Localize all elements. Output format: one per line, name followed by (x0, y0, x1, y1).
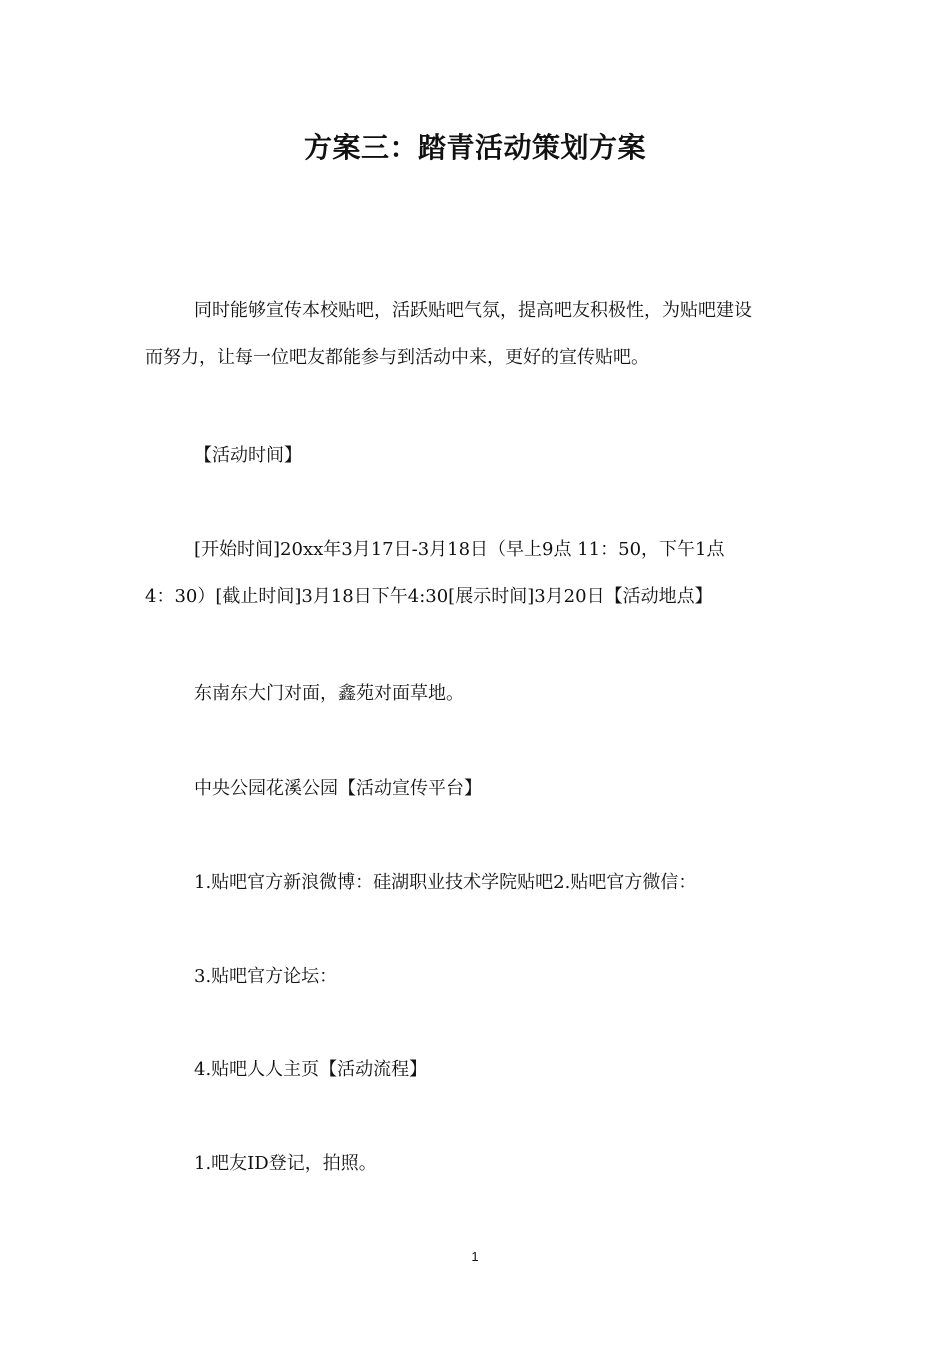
paragraph-line: 中央公园花溪公园【活动宣传平台】 (194, 778, 482, 799)
paragraph-line: 东南东大门对面，鑫苑对面草地。 (194, 683, 464, 704)
paragraph-process-1 (145, 1152, 805, 1176)
document-title: 方案三：踏青活动策划方案 (303, 131, 646, 164)
paragraph-activity-time-heading (145, 444, 805, 468)
paragraph-line: 4.贴吧人人主页【活动流程】 (194, 1059, 428, 1080)
paragraph-line: 1.贴吧官方新浪微博：硅湖职业技术学院贴吧2.贴吧官方微信： (194, 872, 697, 893)
page-number: 1 (471, 1249, 479, 1264)
paragraph-platform-4 (145, 1058, 805, 1082)
paragraph-line: 1.吧友ID登记，拍照。 (194, 1153, 377, 1174)
paragraph-intro (145, 299, 805, 370)
paragraph-line: 4：30）[截止时间]3月18日下午4:30[展示时间]3月20日【活动地点】 (145, 586, 713, 607)
paragraph-schedule (145, 538, 805, 609)
paragraph-line: 3.贴吧官方论坛： (194, 966, 338, 987)
paragraph-platform-1-2 (145, 871, 805, 895)
paragraph-line: [开始时间]20xx年3月17日-3月18日（早上9点 11：50，下午1点 (194, 539, 725, 560)
paragraph-park (145, 777, 805, 801)
paragraph-line: 而努力，让每一位吧友都能参与到活动中来，更好的宣传贴吧。 (145, 347, 649, 368)
paragraph-platform-3 (145, 965, 805, 989)
paragraph-location (145, 682, 805, 706)
paragraph-line: 【活动时间】 (194, 445, 302, 466)
paragraph-line: 同时能够宣传本校贴吧，活跃贴吧气氛，提高吧友积极性，为贴吧建设 (194, 300, 752, 321)
